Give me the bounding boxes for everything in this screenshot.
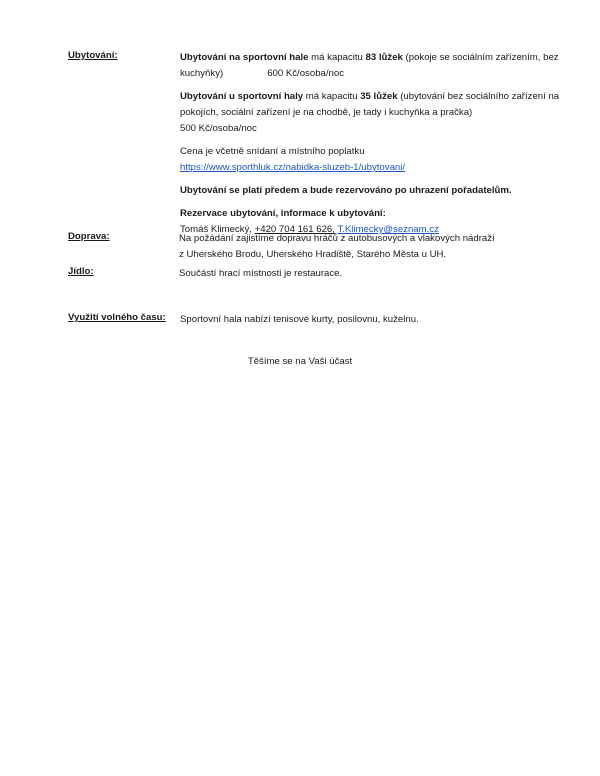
contact-email-link[interactable]: T.Klimecky@seznam.cz <box>337 224 439 235</box>
reservation-title: Rezervace ubytování, informace k ubytování: <box>180 208 386 219</box>
near-text-2: (ubytování bez sociálního zařízení na pokojích, sociální zařízení je na chodbě, je tady i kuchyňka a pračka) <box>180 91 560 118</box>
near-text-1: má kapacitu <box>303 91 361 102</box>
doprava-line-1: Na požádání zajistíme dopravu hráčů z autobusových a vlakových nádraží <box>179 233 495 244</box>
hall-text-2: (pokoje se sociálním zařízením, bez kuchyňky) <box>180 52 559 79</box>
doprava-content <box>179 231 559 263</box>
volny-cas-text: Sportovní hala nabízí tenisové kurty, posilovnu, kuželnu. <box>180 314 419 325</box>
near-price: 500 Kč/osoba/noc <box>180 123 257 134</box>
jidlo-content <box>179 266 559 282</box>
contact-phone[interactable]: +420 704 161 626, <box>254 224 335 235</box>
hall-title: Ubytování na sportovní hale <box>180 52 309 63</box>
volny-cas-content <box>180 312 560 328</box>
hall-price: 600 Kč/osoba/noc <box>267 68 344 79</box>
contact-name: Tomáš Klimecký, <box>180 224 255 235</box>
label-doprava: Doprava: <box>68 231 110 242</box>
ubytovani-content <box>180 50 560 238</box>
near-title: Ubytování u sportovní haly <box>180 91 304 102</box>
label-volny-cas: Využití volného času: <box>68 312 166 323</box>
jidlo-text: Součástí hrací místnosti je restaurace. <box>179 268 343 279</box>
hall-text-1: má kapacitu <box>308 52 366 63</box>
payment-note: Ubytování se platí předem a bude rezervováno po uhrazení pořadatelům. <box>180 185 512 196</box>
label-jidlo: Jídlo: <box>68 266 94 277</box>
near-paragraph <box>180 89 560 137</box>
near-capacity: 35 lůžek <box>360 91 398 102</box>
price-note: Cena je včetně snídaní a místního poplatku <box>180 146 365 157</box>
closing-line: Těšíme se na Vaši účast <box>247 356 353 367</box>
accommodation-link[interactable]: https://www.sporthluk.cz/nabidka-sluzeb-1/ubytovani/ <box>180 162 406 173</box>
label-ubytovani: Ubytování: <box>68 50 118 61</box>
doprava-line-2: z Uherského Brodu, Uherského Hradiště, Starého Města u UH. <box>179 249 447 260</box>
hall-capacity: 83 lůžek <box>365 52 403 63</box>
hall-paragraph <box>180 50 560 82</box>
